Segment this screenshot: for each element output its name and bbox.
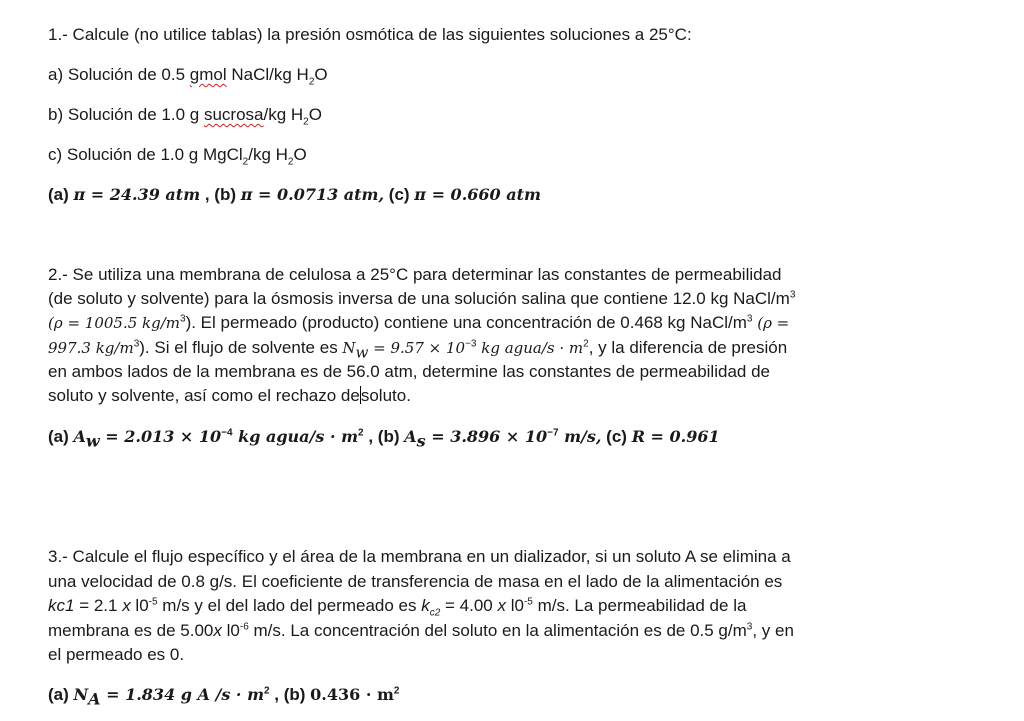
problem-1-item-b: b) Solución de 1.0 g sucrosa/kg $H_2O$ xyxy=(48,105,322,128)
problem-3-line-3: kc1 = 2.1 x $l0^{-5}$ m/s y el del lado del permeado es $k_{c2} = 4.00$ x $l0^{-5}$ m/s. La permeabilidad de la xyxy=(48,596,747,619)
problem-1-item-c: c) Solución de 1.0 g MgCl$_2$/kg $H_2O$ xyxy=(48,145,307,168)
problem-2-line-3: (ρ = 1005.5 $kg/m^3$). El permeado (producto) contiene una concentración de 0.468 kg NaCl/$m^3$ (ρ = xyxy=(48,313,790,332)
problem-1-answer: (a) π = 24.39 atm , (b) π = 0.0713 atm, (c) π = 0.660 atm xyxy=(48,185,541,204)
problem-2-line-5: en ambos lados de la membrana es de 56.0 atm, determine las constantes de permeabilidad de xyxy=(48,362,770,381)
problem-1-heading: 1.- Calcule (no utilice tablas) la presión osmótica de las siguientes soluciones a 25°C: xyxy=(48,25,692,44)
spelling-error-gmol: gmol xyxy=(189,65,227,84)
problem-1-item-a: a) Solución de 0.5 gmol NaCl/kg $H_2O$ xyxy=(48,65,328,88)
problem-3-line-4: membrana es de 5.00x $l0^{-6}$ m/s. La concentración del soluto en la alimentación es de 0.5 $g/m^3$, y en xyxy=(48,621,794,640)
problem-3-line-2: una velocidad de 0.8 g/s. El coeficiente de transferencia de masa en el lado de la alimentación es xyxy=(48,572,783,591)
problem-3-line-1: 3.- Calcule el flujo específico y el área de la membrana en un dializador, si un soluto A se elimina a xyxy=(48,547,791,566)
problem-2-line-6: soluto y solvente, así como el rechazo desoluto. xyxy=(48,386,411,405)
problem-2-line-4: 997.3 $kg/m^3$). Si el flujo de solvente es $N_w = 9.57 \times 10^{-3}$ kg agua/s · $m^2$, y la diferencia de presión xyxy=(48,338,788,362)
spelling-error-sucrosa: sucrosa xyxy=(203,105,264,124)
problem-2-line-1: 2.- Se utiliza una membrana de celulosa a 25°C para determinar las constantes de permeabilidad xyxy=(48,265,782,284)
problem-3-line-5: el permeado es 0. xyxy=(48,645,185,664)
problem-2-answer: (a) $A_w = 2.013 \times 10^{-4}$ kg agua/s · $m^2$ , (b) $A_s = 3.896 \times 10^{-7}$ m/s, (c) R = 0.961 xyxy=(48,427,720,451)
problem-3-answer: (a) $N_A = 1.834$ g A $/s \cdot m^2$ , (b) $0.436 \cdot m^2$ xyxy=(48,685,400,709)
problem-2-line-2: (de soluto y solvente) para la ósmosis inversa de una solución salina que contiene 12.0 kg NaCl/$m^3$ xyxy=(48,289,796,308)
